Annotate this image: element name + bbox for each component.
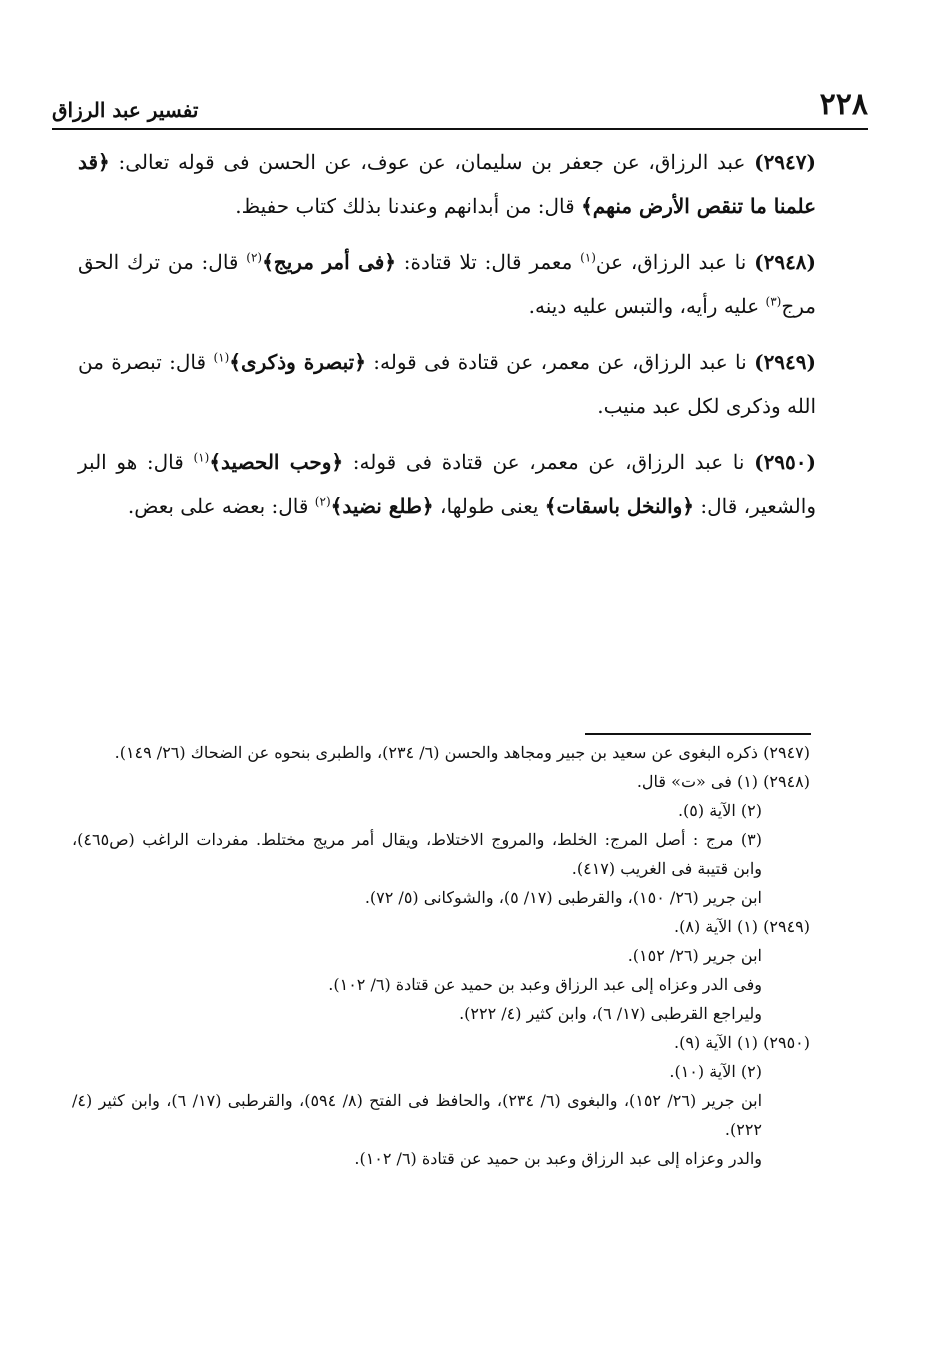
entry-2948 [78,240,816,328]
entry-number: (٢٩٤٩) [754,350,816,374]
footnote-ref: (١) [193,450,210,465]
book-title: تفسير عبد الرزاق [52,98,199,122]
entry-text: قال: من أبدانهم وعندنا بذلك كتاب حفيظ. [235,194,582,218]
entry-text: نا عبد الرزاق، عن معمر، عن قتادة فى قوله: [343,450,755,474]
quran-quote: ﴿طلع نضيد﴾ [330,494,434,518]
footnote-reference: ابن جرير (٢٦/ ١٥٢)، والبغوى (٦/ ٢٣٤)، والحافظ فى الفتح (٨/ ٥٩٤)، والقرطبى (١٧/ ٦)، وابن كثير (٤/ ٢٢٢). [72,1091,763,1139]
entry-text: قال: بعضه على بعض. [127,494,315,518]
entry-text: عبد الرزاق، عن جعفر بن سليمان، عن عوف، عن الحسن فى قوله تعالى: [109,150,755,174]
footnote-ref: (٢) [246,250,263,265]
footnote-2948-2: (٢) الآية (٥). [677,801,762,820]
footnote-2948-3: (٣) مرج : أصل المرج: الخلط، والمروج الاختلاط، ويقال أمر مريج مختلط. مفردات الراغب (ص٤٦٥)، وابن قتيبة فى الغريب (٤١٧). [72,830,762,878]
quran-quote: ﴿تبصرة وذكرى﴾ [229,350,366,374]
footnote-ref: (٣) [765,294,782,309]
footnote-reference: وفى الدر وعزاه إلى عبد الرزاق وعبد بن حميد عن قتادة (٦/ ١٠٢). [328,975,762,994]
entry-text: نا عبد الرزاق، عن [595,250,755,274]
footnote-2948-1: (٢٩٤٨) (١) فى «ت» قال. [636,772,810,791]
entry-text: يعنى طولها، [433,494,545,518]
quran-quote: ﴿والنخل باسقات﴾ [544,494,695,518]
entry-number: (٢٩٤٨) [754,250,817,274]
main-text [78,140,816,540]
entry-text: نا عبد الرزاق، عن معمر، عن قتادة فى قوله: [365,350,755,374]
quran-quote: ﴿وحب الحصيد﴾ [209,450,344,474]
entry-text: عليه رأيه، والتبس عليه دينه. [528,294,766,318]
entry-text: قال: من ترك الحق مرج [78,250,816,318]
footnotes [72,738,810,1173]
running-header [52,78,868,130]
footnote-2949-1: (٢٩٤٩) (١) الآية (٨). [674,917,810,936]
entry-text: قال: تبصرة من الله وذكرى لكل عبد منيب. [78,350,816,418]
entry-2950 [78,440,816,528]
footnote-reference: وليراجع القرطبى (١٧/ ٦)، وابن كثير (٤/ ٢٢٢). [459,1004,762,1023]
footnote-ref: (١) [213,350,230,365]
entry-2947 [78,140,816,228]
entry-2949 [78,340,816,428]
quran-quote: ﴿قد علمنا ما تنقص الأرض منهم﴾ [78,150,816,218]
entry-number: (٢٩٤٧) [754,150,816,174]
entry-text: معمر قال: تلا قتادة: [396,250,581,274]
footnote-reference: والدر وعزاه إلى عبد الرزاق وعبد بن حميد عن قتادة (٦/ ١٠٢). [354,1149,762,1168]
entry-number: (٢٩٥٠) [754,450,816,474]
footnote-reference: ابن جرير (٢٦/ ١٥٢). [627,946,762,965]
footnote-2950-1: (٢٩٥٠) (١) الآية (٩). [674,1033,810,1052]
footnote-divider [585,733,811,735]
footnote-2947: (٢٩٤٧) ذكره البغوى عن سعيد بن جبير ومجاهد والحسن (٦/ ٢٣٤)، والطبرى بنحوه عن الضحاك (٢٦/ ١٤٩). [114,743,810,762]
quran-quote: ﴿فى أمر مريج﴾ [262,250,397,274]
footnote-ref: (١) [580,250,596,265]
entry-text: قال: هو البر والشعير، قال: [78,450,816,518]
page-number: ٢٢٨ [819,87,868,122]
footnote-2950-2: (٢) الآية (١٠). [669,1062,762,1081]
footnote-ref: (٢) [314,494,331,509]
footnote-reference: ابن جرير (٢٦/ ١٥٠)، والقرطبى (١٧/ ٥)، والشوكانى (٥/ ٧٢). [364,888,762,907]
